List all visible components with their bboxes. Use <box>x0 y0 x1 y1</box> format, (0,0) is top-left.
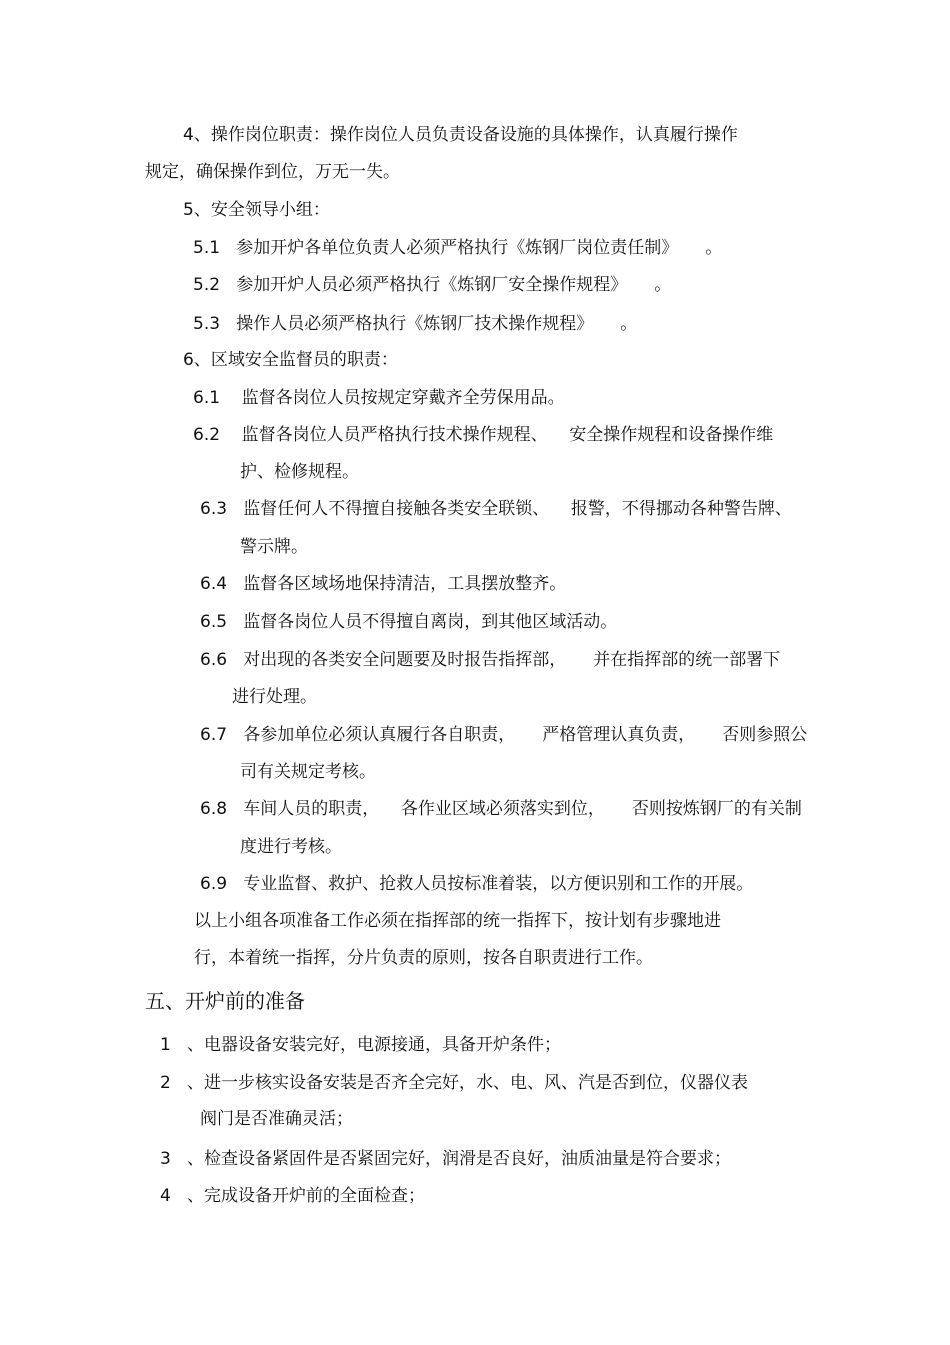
text-line: 以上小组各项准备工作必须在指挥部的统一指挥下，按计划有步骤地进 <box>194 911 721 931</box>
text-line: 6.4 监督各区域场地保持清洁，工具摆放整齐。 <box>200 574 567 594</box>
text-line: 3 、检查设备紧固件是否紧固完好，润滑是否良好，油质油量是符合要求； <box>160 1149 732 1169</box>
text-line: 护、检修规程。 <box>240 462 359 482</box>
text-line: 5.1 参加开炉各单位负责人必须严格执行《炼钢厂岗位责任制》 。 <box>193 238 723 258</box>
text-line: 度进行考核。 <box>240 837 342 857</box>
text-line: 5.3 操作人员必须严格执行《炼钢厂技术操作规程》 。 <box>193 314 638 334</box>
text-line: 进行处理。 <box>232 687 317 707</box>
text-line: 阀门是否准确灵活； <box>200 1109 353 1129</box>
text-line: 1 、电器设备安装完好，电源接通，具备开炉条件； <box>160 1035 562 1055</box>
text-line: 6.9 专业监督、救护、抢救人员按标准着装，以方便识别和工作的开展。 <box>200 874 754 894</box>
text-line: 2 、进一步核实设备安装是否齐全完好，水、电、风、汽是否到位，仪器仪表 <box>160 1073 749 1093</box>
text-line: 6、区域安全监督员的职责： <box>183 350 398 370</box>
text-line: 6.1 监督各岗位人员按规定穿戴齐全劳保用品。 <box>193 388 565 408</box>
text-line: 6.8 车间人员的职责， 各作业区域必须落实到位， 否则按炼钢厂的有关制 <box>200 799 802 819</box>
text-line: 6.3 监督任何人不得擅自接触各类安全联锁、 报警，不得挪动各种警告牌、 <box>200 499 792 519</box>
text-line: 6.5 监督各岗位人员不得擅自离岗，到其他区域活动。 <box>200 612 618 632</box>
text-line: 4、操作岗位职责：操作岗位人员负责设备设施的具体操作，认真履行操作 <box>183 125 738 145</box>
text-line: 司有关规定考核。 <box>240 762 376 782</box>
text-line: 警示牌。 <box>240 537 308 557</box>
section-heading: 五、开炉前的准备 <box>145 989 305 1013</box>
text-line: 6.6 对出现的各类安全问题要及时报告指挥部， 并在指挥部的统一部署下 <box>200 650 781 670</box>
text-line: 4 、完成设备开炉前的全面检查； <box>160 1186 426 1206</box>
text-line: 5、安全领导小组： <box>183 200 330 220</box>
text-line: 规定，确保操作到位，万无一失。 <box>145 162 400 182</box>
text-line: 5.2 参加开炉人员必须严格执行《炼钢厂安全操作规程》 。 <box>193 275 672 295</box>
text-line: 6.2 监督各岗位人员严格执行技术操作规程、 安全操作规程和设备操作维 <box>193 425 774 445</box>
text-line: 行，本着统一指挥，分片负责的原则，按各自职责进行工作。 <box>194 948 653 968</box>
text-line: 6.7 各参加单位必须认真履行各自职责， 严格管理认真负责， 否则参照公 <box>200 725 808 745</box>
